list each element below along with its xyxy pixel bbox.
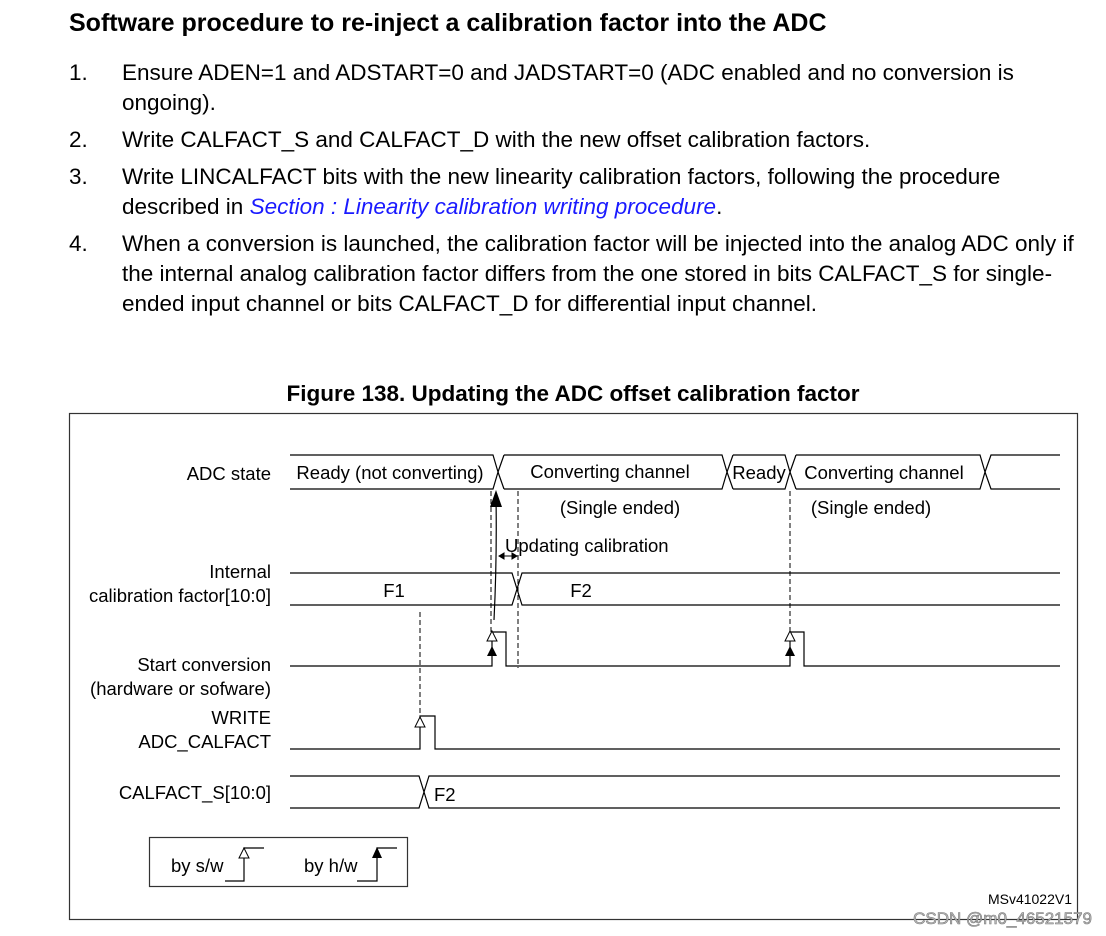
step-text: Write CALFACT_S and CALFACT_D with the new offset calibration factors. [122,127,871,152]
watermark: CSDN @m0_46521579 [913,909,1092,928]
section-link[interactable]: Section : Linearity calibration writing procedure [249,194,717,219]
state-converting-1: Converting channel [530,461,690,482]
hw-trigger-icon [785,646,795,656]
label-start-conv-1: Start conversion [137,654,271,675]
state-ready-not-converting: Ready (not converting) [296,462,484,483]
label-write-1: WRITE [211,707,271,728]
label-calfact-s: CALFACT_S[10:0] [118,782,271,803]
step-text: Ensure ADEN=1 and ADSTART=0 and JADSTART=0 (ADC enabled and no conversion is ongoing). [122,60,1014,115]
step-number: 3. [69,164,88,189]
step-number: 1. [69,60,88,85]
state-converting-2-sub: (Single ended) [810,497,932,518]
updating-calibration-label: Updating calibration [505,535,669,556]
internal-value-f1: F1 [383,580,405,601]
start-conversion-signal [290,632,1060,666]
label-write-2: ADC_CALFACT [138,731,271,752]
figure-ref-code: MSv41022V1 [987,891,1072,907]
start-conv-markers [487,631,795,656]
step-number: 2. [69,127,88,152]
legend-hw-label: by h/w [304,855,358,876]
section-heading: Software procedure to re-inject a calibration factor into the ADC [69,9,827,37]
state-converting-1-sub: (Single ended) [559,497,681,518]
step-text: Write LINCALFACT bits with the new linearity calibration factors, following the procedure described in [122,164,1001,219]
label-internal-cal-2: calibration factor[10:0] [88,585,271,606]
label-internal-cal-1: Internal [209,561,271,582]
trigger-arrow [494,497,496,620]
calfact-value-f2: F2 [434,784,456,805]
step-text-end: . [716,194,723,219]
state-converting-2: Converting channel [804,462,964,483]
legend-sw-label: by s/w [171,855,224,876]
arrow-up-icon [490,490,502,507]
internal-cal-bus [290,573,1060,605]
hw-trigger-icon [487,646,497,656]
timing-guides [420,491,790,716]
state-ready: Ready [732,462,786,483]
step-text: When a conversion is launched, the calibration factor will be injected into the analog ADC only if the internal analog calibration factor differs from the one stored in bits CALFACT_S for single-ended input channel or bits CALFACT_D for differential input channel. [122,231,1074,316]
sw-trigger-icon [415,717,425,727]
write-calfact-signal [290,716,1060,749]
internal-value-f2: F2 [570,580,592,601]
figure-title: Figure 138. Updating the ADC offset calibration factor [286,381,860,406]
label-start-conv-2: (hardware or sofware) [90,678,271,699]
calfact-s-bus [290,776,1060,808]
label-adc-state: ADC state [186,463,271,484]
step-number: 4. [69,231,88,256]
